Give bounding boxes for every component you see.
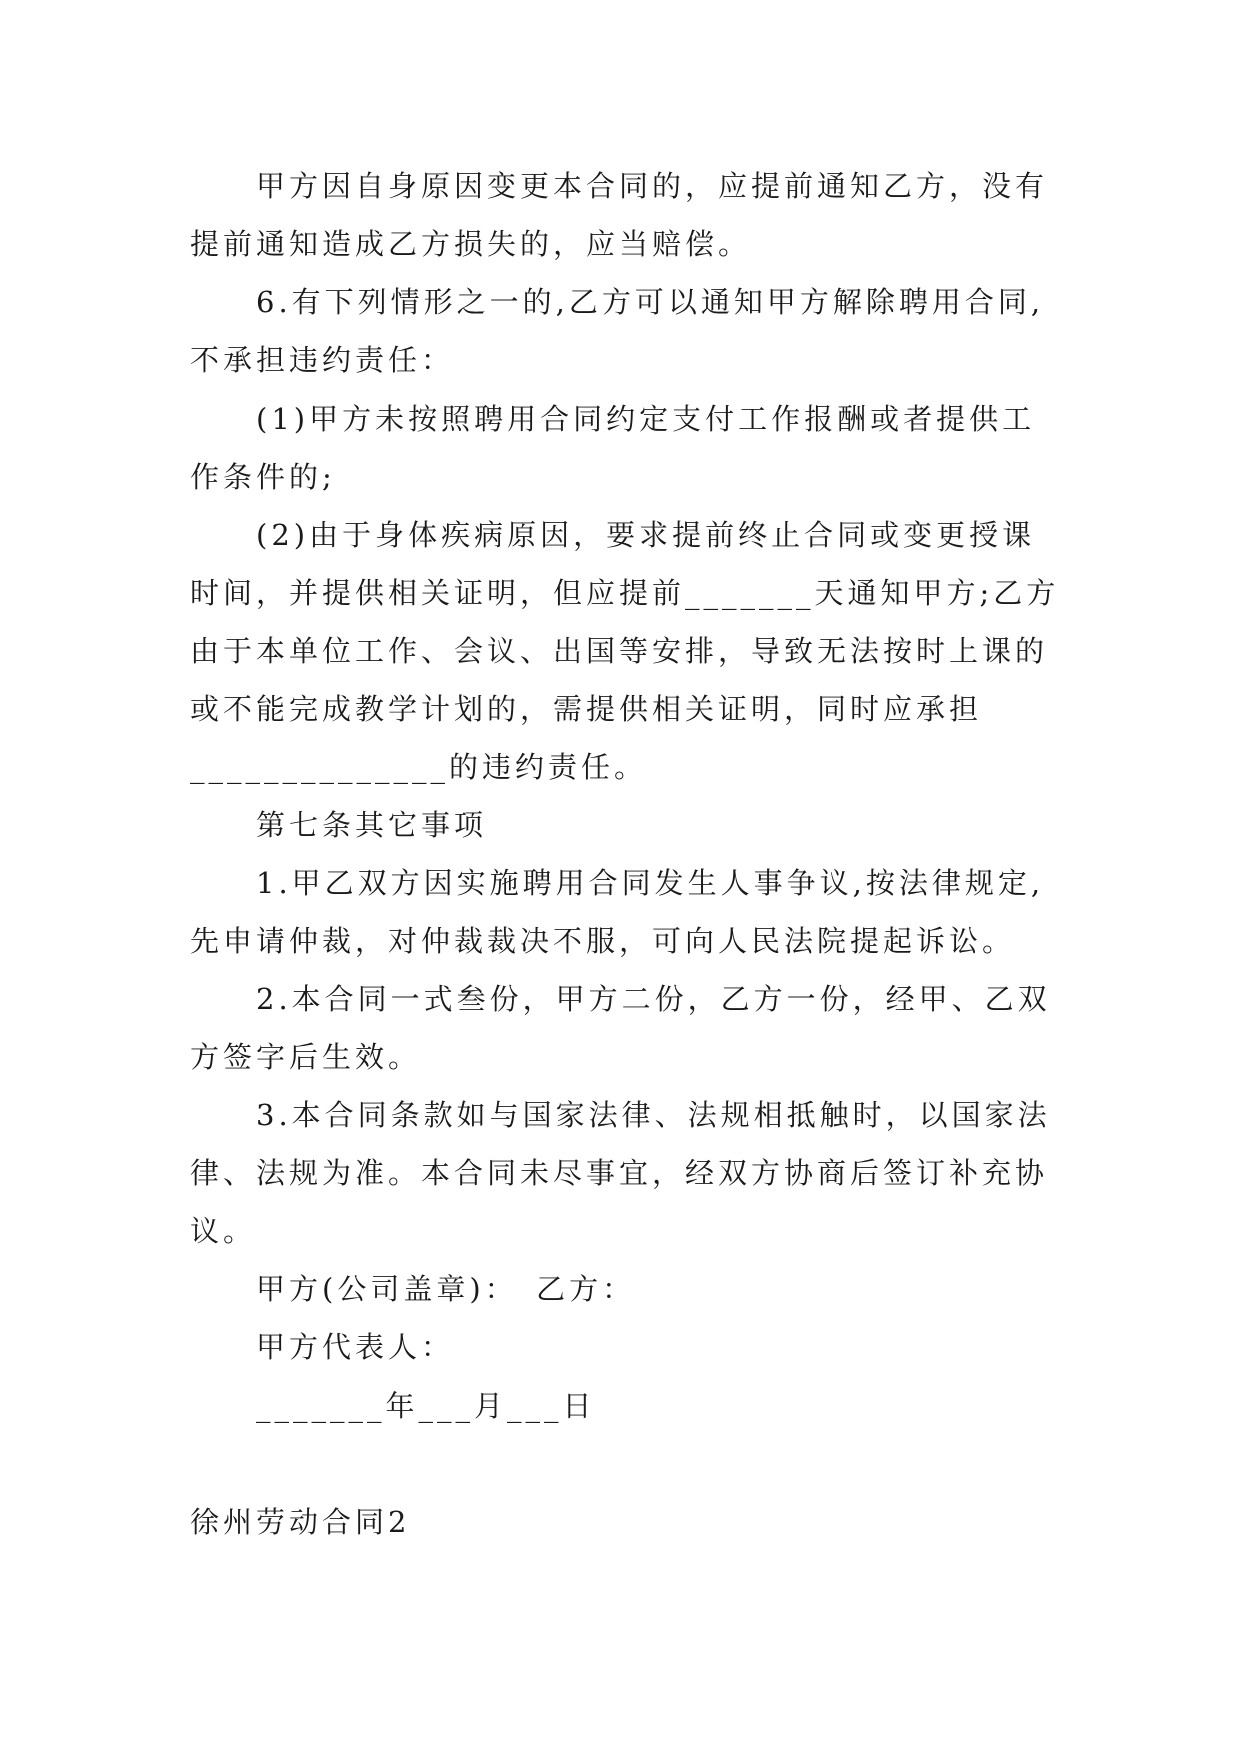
signature-date: _______年___月___日	[256, 1389, 596, 1423]
paragraph-line: 方签字后生效。	[190, 1040, 422, 1074]
paragraph-line: 先申请仲裁，对仲裁裁决不服，可向人民法院提起诉讼。	[190, 924, 1016, 958]
paragraph-line: ______________的违约责任。	[190, 750, 648, 784]
next-document-title: 徐州劳动合同2	[190, 1505, 411, 1539]
paragraph-line: 议。	[190, 1214, 257, 1248]
paragraph-line: 或不能完成教学计划的，需提供相关证明，同时应承担	[190, 692, 983, 726]
clause-6-item-2: (2)由于身体疾病原因，要求提前终止合同或变更授课	[256, 518, 1036, 552]
paragraph-line: 律、法规为准。本合同未尽事宜，经双方协商后签订补充协	[190, 1156, 1049, 1190]
article-7-item-3: 3.本合同条款如与国家法律、法规相抵触时，以国家法	[256, 1098, 1051, 1132]
paragraph-line: 不承担违约责任：	[190, 343, 455, 377]
article-7-item-2: 2.本合同一式叁份，甲方二份，乙方一份，经甲、乙双	[256, 982, 1051, 1016]
article-7-heading: 第七条其它事项	[256, 808, 488, 842]
party-a-representative: 甲方代表人：	[256, 1330, 455, 1364]
paragraph-line: 由于本单位工作、会议、出国等安排，导致无法按时上课的	[190, 634, 1049, 668]
signature-parties: 甲方(公司盖章)： 乙方：	[256, 1272, 636, 1306]
paragraph-line: 时间，并提供相关证明，但应提前_______天通知甲方;乙方	[190, 576, 1060, 610]
clause-6-heading: 6.有下列情形之一的,乙方可以通知甲方解除聘用合同,	[256, 285, 1045, 319]
paragraph-line: 提前通知造成乙方损失的，应当赔偿。	[190, 227, 752, 261]
paragraph-line: 甲方因自身原因变更本合同的，应提前通知乙方，没有	[256, 169, 1049, 203]
clause-6-item-1: (1)甲方未按照聘用合同约定支付工作报酬或者提供工	[256, 402, 1036, 436]
article-7-item-1: 1.甲乙双方因实施聘用合同发生人事争议,按法律规定,	[256, 866, 1045, 900]
paragraph-line: 作条件的;	[190, 460, 336, 494]
